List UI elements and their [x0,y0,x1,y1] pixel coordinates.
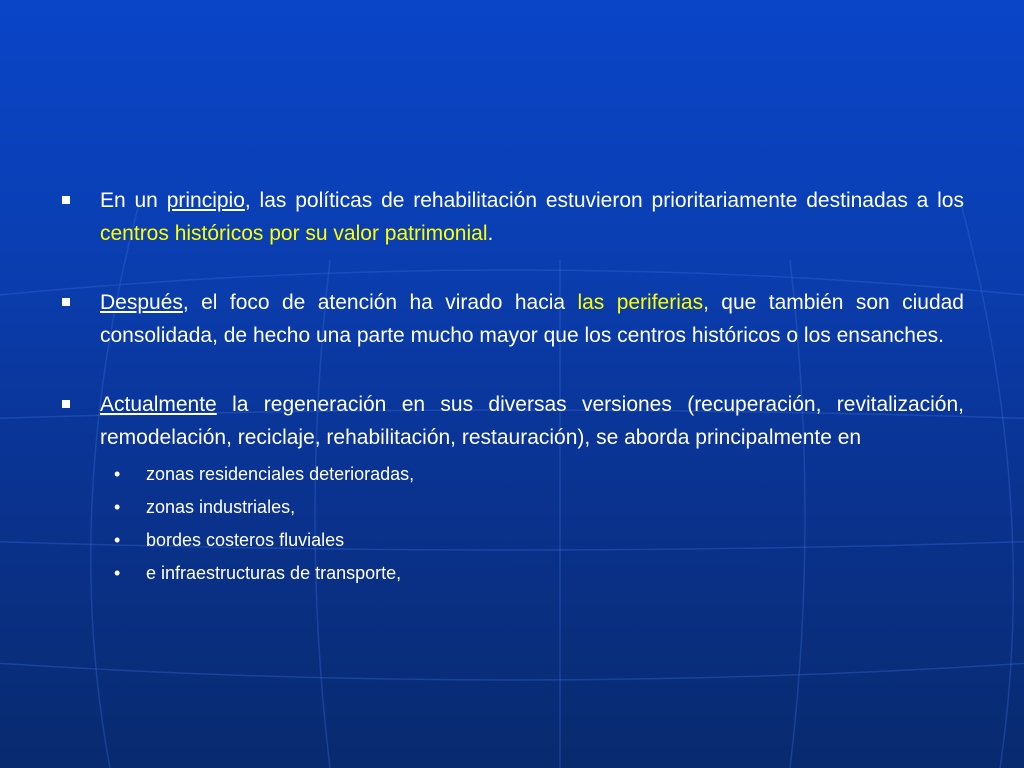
text-segment: , el foco de atención ha virado hacia [182,291,578,314]
highlighted-phrase: centros históricos por su valor patrimonial [100,222,488,245]
sub-item-label: e infraestructuras de transporte, [146,563,402,583]
text-segment: , que también son ciudad consolidada, de hecho una parte mucho mayor que los centros históricos o los ensanches. [100,291,964,347]
square-bullet-icon [62,298,70,306]
dot-bullet-icon: • [114,530,121,550]
underlined-term-actualmente: Actualmente [100,393,217,416]
text-segment: , las políticas de rehabilitación estuvieron prioritariamente destinadas a los [244,189,964,212]
underlined-term-despues: Después [100,291,183,314]
square-bullet-icon [62,400,70,408]
highlighted-phrase: las periferias [577,291,704,314]
dot-bullet-icon: • [114,497,121,517]
dot-bullet-icon: • [114,464,121,484]
sub-item-label: zonas industriales, [146,497,296,517]
text-segment: En un [100,189,167,212]
bullet-item-principio [62,184,964,250]
bullet-item-despues [62,286,964,352]
text-segment: . [487,222,494,245]
bullet-list [62,184,964,590]
square-bullet-icon [62,196,70,204]
text-segment: la regeneración en sus diversas versiones (recuperación, revitalización, remodelación, reciclaje, rehabilitación, restauración), se aborda principalmente en [100,393,964,449]
sub-item-label: bordes costeros fluviales [146,530,345,550]
sub-bullet-list [114,458,964,590]
list-item [114,458,964,491]
list-item [114,491,964,524]
list-item [114,524,964,557]
underlined-term-principio: principio [166,189,245,212]
sub-item-label: zonas residenciales deterioradas, [146,464,415,484]
bullet-item-actualmente [62,388,964,454]
dot-bullet-icon: • [114,563,121,583]
list-item [114,557,964,590]
